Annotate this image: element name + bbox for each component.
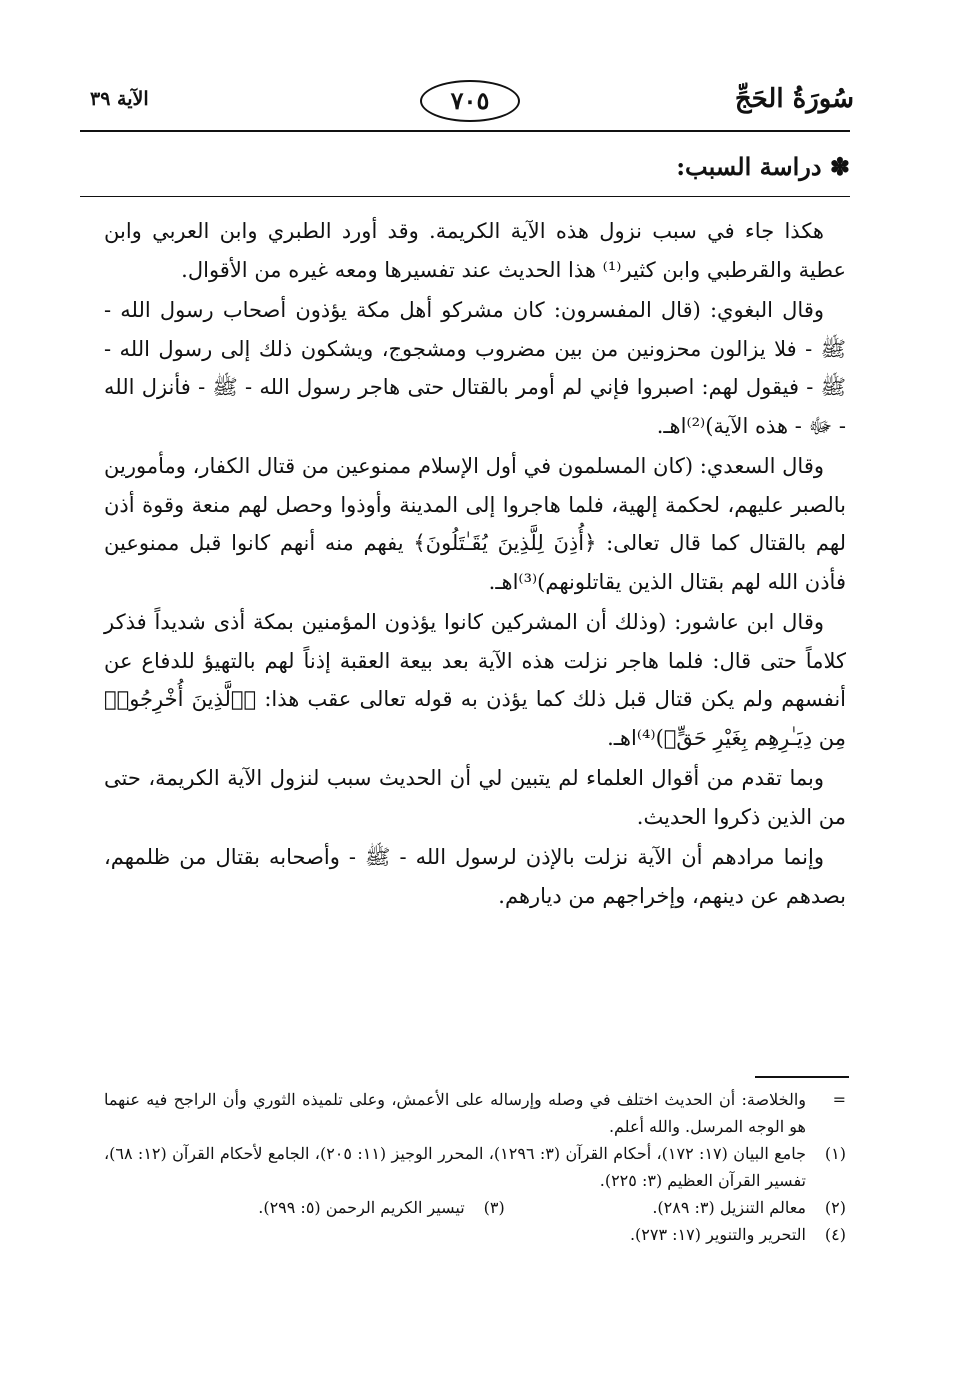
paragraph: وقال ابن عاشور: (وذلك أن المشركين كانوا يؤذون المؤمنين بمكة أذى شديداً فذكر كلاماً حتى قال: فلما هاجر نزلت هذه الآية بعد بيعة العقبة إذناً لهم بالتهيؤ للدفاع عن أنفسهم ولم يكن قتال قبل ذلك كما يؤذن به قوله تعالى عقب هذا: ﴿ٱلَّذِينَ أُخْرِجُوا۟ مِن دِيَـٰرِهِم بِغَيْرِ حَقٍّ﴾)⁽⁴⁾اهـ.	[104, 610, 846, 750]
footnote-number: (١)	[824, 1144, 846, 1163]
surah-name: سُورَةُ الحَجِّ	[734, 84, 854, 114]
main-text	[104, 212, 846, 917]
paragraph: وإنما مرادهم أن الآية نزلت بالإذن لرسول الله - ﷺ - وأصحابه بقتال من ظلمهم، بصدهم عن دينهم، وإخراجهم من ديارهم.	[104, 845, 846, 908]
page-number: ٧٠٥	[420, 80, 520, 122]
footnote-number: (٤)	[824, 1225, 846, 1244]
footnote-continuation	[104, 1086, 846, 1140]
paragraph: وقال السعدي: (كان المسلمون في أول الإسلام ممنوعين من قتال الكفار، ومأمورين بالصبر عليهم، لحكمة إلهية، فلما هاجروا إلى المدينة وأوذوا وحصل لهم منعة وقوة أذن لهم بالقتال كما قال تعالى: ﴿أُذِنَ لِلَّذِينَ يُقَـٰتَلُونَ﴾ يفهم منه أنهم كانوا قبل ممنوعين فأذن الله لهم بقتال الذين يقاتلونهم)⁽³⁾اهـ.	[104, 454, 846, 594]
footnote-divider	[755, 1076, 849, 1078]
paragraph: وقال البغوي: (قال المفسرون: كان مشركو أهل مكة يؤذون أصحاب رسول الله - ﷺ - فلا يزالون محزونين من بين مضروب ومشجوج، ويشكون ذلك إلى رسول الله - ﷺ - فيقول لهم: اصبروا فإني لم أومر بالقتال حتى هاجر رسول الله - ﷺ - فأنزل الله - ﷻ - هذه الآية)⁽²⁾اهـ.	[104, 298, 846, 438]
ayah-label: الآية ٣٩	[90, 88, 149, 110]
footnote-4	[104, 1221, 846, 1248]
page-header	[80, 80, 860, 126]
paragraph: هكذا جاء في سبب نزول هذه الآية الكريمة. وقد أورد الطبري وابن العربي وابن عطية والقرطبي وابن كثير⁽¹⁾ هذا الحديث عند تفسيرها ومعه غيره من الأقوال.	[104, 219, 846, 282]
section-title: ✽ دراسة السبب:	[676, 152, 850, 181]
footnote-3	[163, 1194, 504, 1221]
footnote-1	[104, 1140, 846, 1194]
footnote-number: (٢)	[824, 1198, 846, 1217]
footnote-pair	[104, 1194, 846, 1221]
footnote-text: والخلاصة: أن الحديث اختلف في وصله وإرساله على الأعمش، وعلى تلميذه الثوري وأن الراجح فيه عنهما هو الوجه المرسل. والله أعلم.	[104, 1090, 806, 1136]
header-divider	[80, 130, 850, 132]
footnote-number: (٣)	[483, 1198, 505, 1217]
footnote-text: معالم التنزيل (٣: ٢٨٩).	[652, 1198, 806, 1217]
title-underline	[80, 196, 850, 197]
footnote-2	[505, 1194, 846, 1221]
footnotes	[104, 1086, 846, 1248]
footnote-text: التحرير والتنوير (١٧: ٢٧٣).	[629, 1225, 806, 1244]
footnote-text: تيسير الكريم الرحمن (٥: ٢٩٩).	[258, 1198, 465, 1217]
footnote-text: جامع البيان (١٧: ١٧٢)، أحكام القرآن (٣: ١٢٩٦)، المحرر الوجيز (١١: ٢٠٥)، الجامع لأحكام القرآن (١٢: ٦٨)، تفسير القرآن العظيم (٣: ٢٢٥).	[104, 1144, 806, 1190]
footnote-mark: =	[832, 1090, 846, 1109]
paragraph: وبما تقدم من أقوال العلماء لم يتبين لي أن الحديث سبب لنزول الآية الكريمة، حتى من الذين ذكروا الحديث.	[104, 766, 846, 829]
